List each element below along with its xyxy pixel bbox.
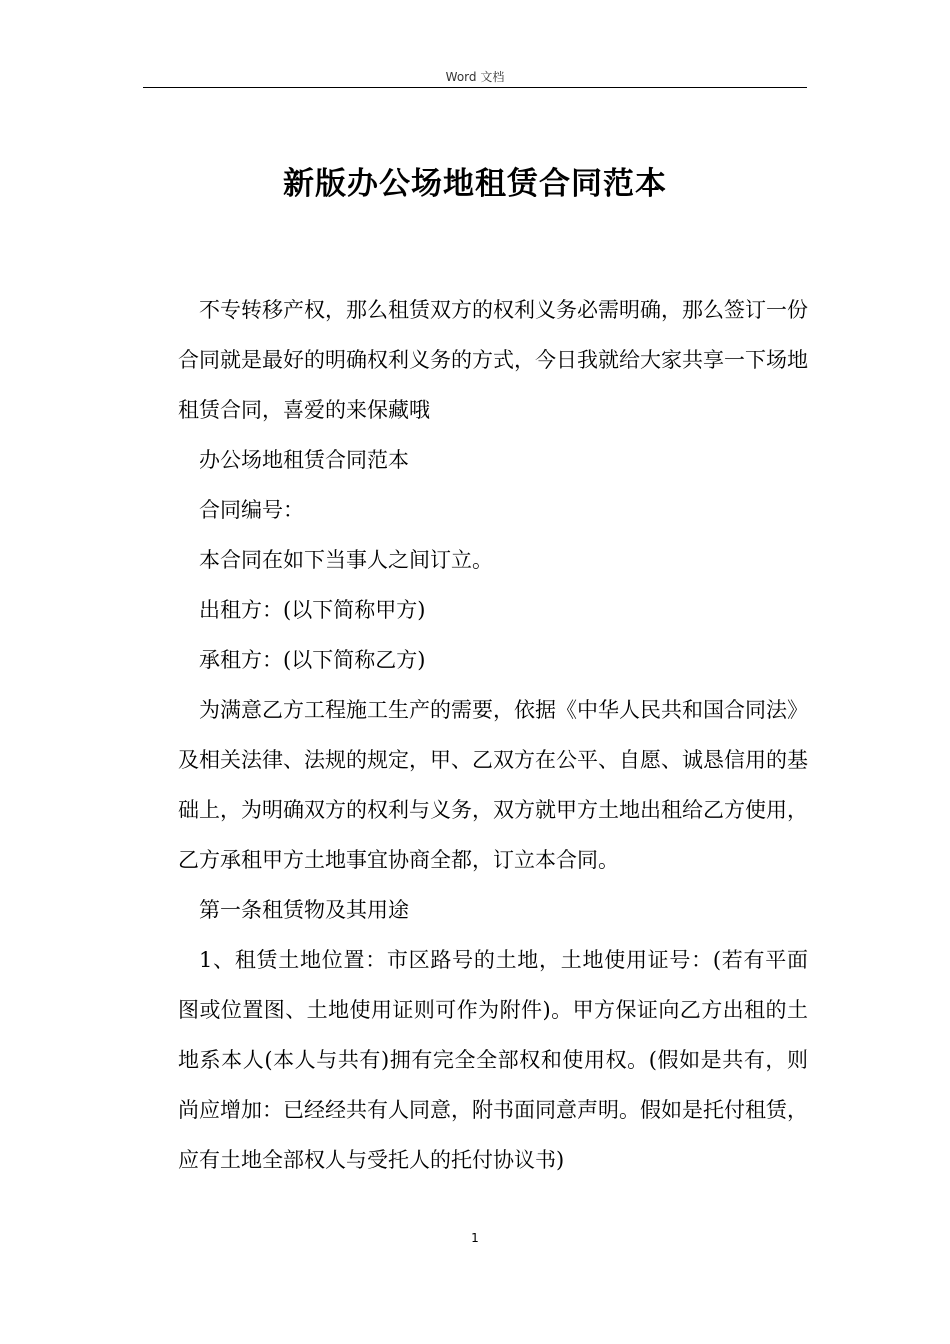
paragraph-contract-heading: 办公场地租赁合同范本 xyxy=(199,448,409,472)
paragraph-parties-intro: 本合同在如下当事人之间订立。 xyxy=(199,548,493,572)
page-number: 1 xyxy=(471,1231,479,1245)
document-body xyxy=(178,285,808,1185)
paragraph-clause-one: 1、租赁土地位置：市区路号的土地，土地使用证号：(若有平面图或位置图、土地使用证则可作为附件)。甲方保证向乙方出租的土地系本人(本人与共有)拥有完全全部权和使用权。(假如是共有，则尚应增加：已经经共有人同意，附书面同意声明。假如是托付租赁，应有土地全部权人与受托人的托付协议书) xyxy=(178,948,808,1172)
paragraph-lessee: 承租方：(以下简称乙方) xyxy=(199,648,426,672)
document-title: 新版办公场地租赁合同范本 xyxy=(283,166,667,202)
header-label: Word 文档 xyxy=(445,70,505,84)
paragraph-article-one: 第一条租赁物及其用途 xyxy=(199,898,409,922)
paragraph-purpose: 为满意乙方工程施工生产的需要，依据《中华人民共和国合同法》及相关法律、法规的规定，甲、乙双方在公平、自愿、诚恳信用的基础上，为明确双方的权利与义务，双方就甲方土地出租给乙方使用，乙方承租甲方土地事宜协商全都，订立本合同。 xyxy=(178,698,808,872)
paragraph-contract-number: 合同编号： xyxy=(199,498,304,522)
paragraph-intro: 不专转移产权，那么租赁双方的权利义务必需明确，那么签订一份合同就是最好的明确权利义务的方式，今日我就给大家共享一下场地租赁合同，喜爱的来保藏哦 xyxy=(178,298,808,422)
header-rule xyxy=(143,87,807,88)
paragraph-lessor: 出租方：(以下简称甲方) xyxy=(199,598,426,622)
